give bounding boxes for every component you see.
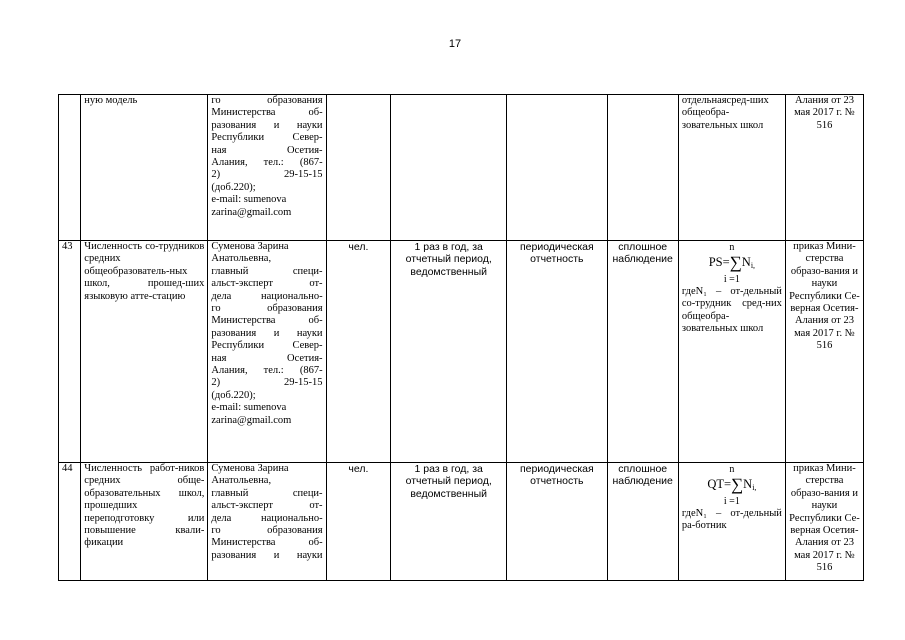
responsible-line: Анатольевна, xyxy=(211,475,272,487)
row-number-cell xyxy=(59,95,81,241)
responsible-line: альст-эксперт от- xyxy=(211,500,323,512)
unit-cell: чел. xyxy=(326,241,391,463)
responsible-line: Министерства об- xyxy=(211,537,323,549)
method-cell: сплошное наблюдение xyxy=(607,463,678,581)
period-cell: 1 раз в год, за отчетный период, ведомственный xyxy=(391,241,507,463)
responsible-line: Республики Север- xyxy=(211,340,323,352)
formula-lower-limit: i =1 xyxy=(723,274,740,285)
formula-cell: отдельнаясред-ших общеобра-зовательных школ xyxy=(678,95,785,241)
formula-subscript: i, xyxy=(752,483,757,492)
responsible-line: разования и науки xyxy=(211,549,323,561)
unit-cell: чел. xyxy=(326,463,391,581)
responsible-line: ная Осетия- xyxy=(211,144,323,156)
responsible-line: дела национально- xyxy=(211,512,323,524)
row-number-cell: 43 xyxy=(59,241,81,463)
responsible-line: Алания, тел.: (867- xyxy=(211,157,323,169)
formula-upper-limit: n xyxy=(729,242,735,253)
responsible-line: Министерства об- xyxy=(211,315,323,327)
method-cell: сплошное наблюдение xyxy=(607,241,678,463)
legal-basis-cell: приказ Мини-стерства образо-вания и науки Республики Се-верная Осетия-Алания от 23 мая 2017 г. № 516 xyxy=(785,463,863,581)
responsible-line: 2) 29-15-15 xyxy=(211,169,323,181)
responsible-line: альст-эксперт от- xyxy=(211,278,323,290)
formula-cell xyxy=(678,241,785,463)
responsible-line: го образования xyxy=(211,525,323,537)
sigma-symbol: ∑ xyxy=(729,253,742,272)
responsible-line: главный специ- xyxy=(211,265,323,277)
form-cell xyxy=(507,95,607,241)
indicator-name-cell: ную модель xyxy=(81,95,208,241)
sigma-symbol: ∑ xyxy=(731,475,744,494)
formula-lower-limit: i =1 xyxy=(723,496,740,507)
formula-explanation: гдеN₁ – от-дельный ра-ботник xyxy=(681,508,782,532)
responsible-line: 2) 29-15-15 xyxy=(211,377,323,389)
formula-lhs: QT= xyxy=(707,477,732,491)
responsible-line: zarina@gmail.com xyxy=(211,206,292,218)
formula-explanation: гдеN₁ – от-дельный со-трудник сред-них общеобра-зовательных школ xyxy=(681,286,782,335)
formula-cell xyxy=(678,463,785,581)
responsible-line: Алания, тел.: (867- xyxy=(211,365,323,377)
indicator-name-cell: Численность работ-ников средних обще-образовательных школ, прошедших переподготовку или повышение квали-фикации xyxy=(81,463,208,581)
responsible-line: Суменова Зарина xyxy=(211,463,289,474)
responsible-line: e-mail: sumenova xyxy=(211,194,287,206)
legal-basis-cell: приказ Мини-стерства образо-вания и науки Республики Се-верная Осетия-Алания от 23 мая 2017 г. № 516 xyxy=(785,241,863,463)
formula-variable: N xyxy=(743,477,753,491)
formula-upper-limit: n xyxy=(729,464,735,475)
responsible-line: (доб.220); xyxy=(211,389,256,401)
table-row xyxy=(59,463,864,581)
formula-subscript: i, xyxy=(750,261,756,270)
responsible-line: zarina@gmail.com xyxy=(211,414,292,426)
period-cell xyxy=(391,95,507,241)
formula xyxy=(682,242,782,286)
indicator-name-cell: Численность со-трудников средних общеобразователь-ных школ, прошед-ших языковую атте-стацию xyxy=(81,241,208,463)
responsible-line: Суменова Зарина xyxy=(211,241,289,252)
responsible-line: разования и науки xyxy=(211,327,323,339)
method-cell xyxy=(607,95,678,241)
formula xyxy=(682,464,782,508)
responsible-line: дела национально- xyxy=(211,290,323,302)
legal-basis-cell: Алания от 23 мая 2017 г. № 516 xyxy=(785,95,863,241)
row-number-cell: 44 xyxy=(59,463,81,581)
indicators-table xyxy=(58,94,864,581)
responsible-line: разования и науки xyxy=(211,119,323,131)
responsible-line: Министерства об- xyxy=(211,107,323,119)
responsible-line: Республики Север- xyxy=(211,132,323,144)
formula-expression xyxy=(682,254,782,274)
formula-variable: N xyxy=(741,255,751,269)
responsible-line: ная Осетия- xyxy=(211,352,323,364)
responsible-line: го образования xyxy=(211,303,323,315)
formula-lhs: PS= xyxy=(708,255,730,269)
responsible-cell xyxy=(208,241,326,463)
responsible-line: e-mail: sumenova xyxy=(211,402,287,414)
form-cell: периодическая отчетность xyxy=(507,241,607,463)
responsible-line: (доб.220); xyxy=(211,181,256,193)
period-cell: 1 раз в год, за отчетный период, ведомственный xyxy=(391,463,507,581)
responsible-line: го образования xyxy=(211,95,323,106)
responsible-line: главный специ- xyxy=(211,487,323,499)
form-cell: периодическая отчетность xyxy=(507,463,607,581)
responsible-cell xyxy=(208,463,326,581)
table-row xyxy=(59,95,864,241)
responsible-cell xyxy=(208,95,326,241)
table-row xyxy=(59,241,864,463)
formula-expression xyxy=(682,476,782,496)
unit-cell xyxy=(326,95,391,241)
page-number: 17 xyxy=(448,38,462,50)
responsible-line: Анатольевна, xyxy=(211,253,272,265)
